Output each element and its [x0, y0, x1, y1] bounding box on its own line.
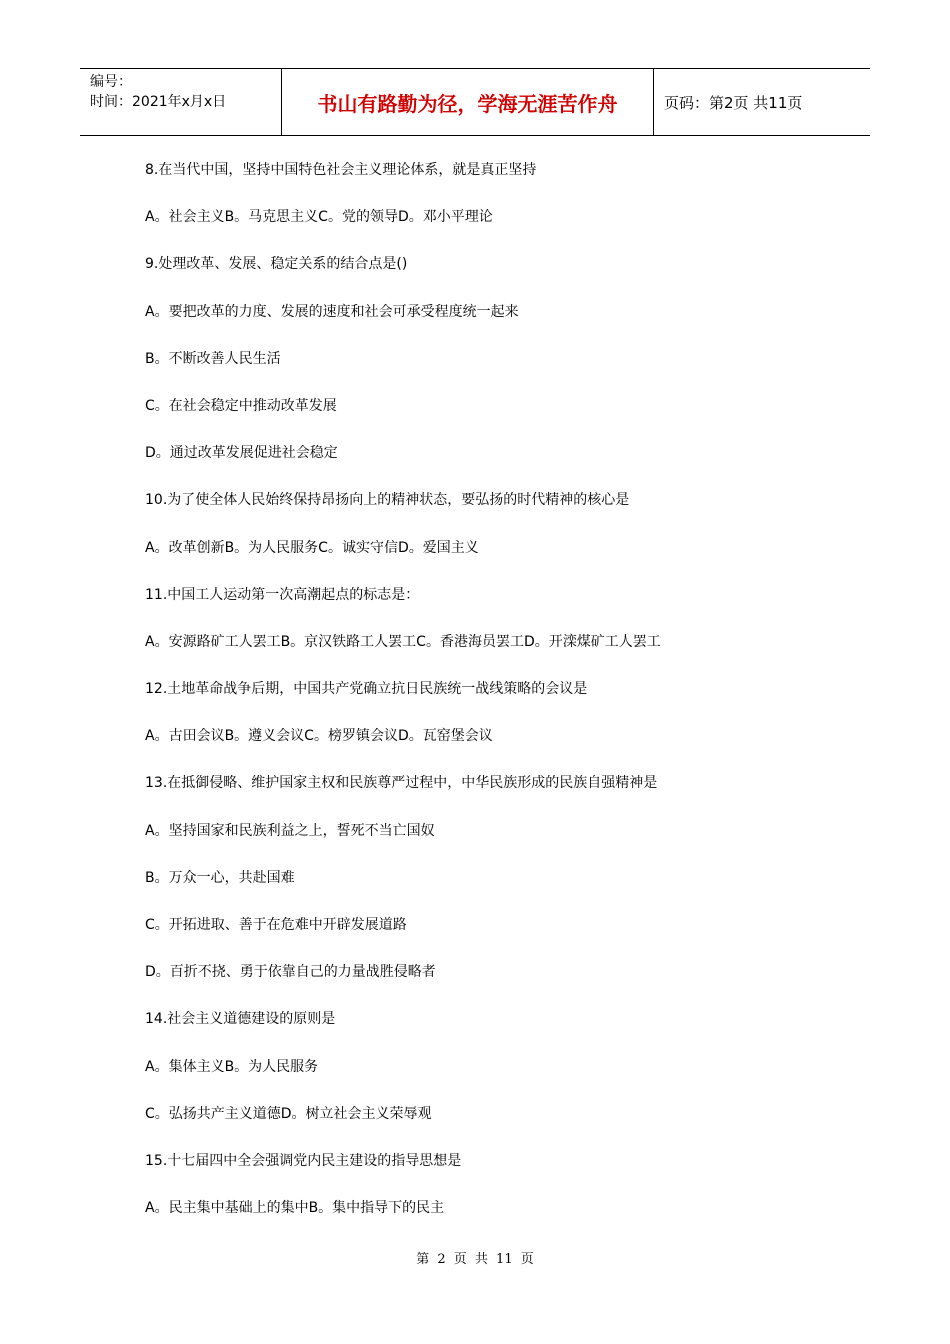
text-line: A。安源路矿工人罢工B。京汉铁路工人罢工C。香港海员罢工D。开滦煤矿工人罢工 — [145, 633, 661, 650]
header-meta — [80, 69, 282, 135]
text-line: D。通过改革发展促进社会稳定 — [145, 445, 338, 462]
text-line: 13.在抵御侵略、维护国家主权和民族尊严过程中，中华民族形成的民族自强精神是 — [145, 775, 658, 792]
text-line: A。要把改革的力度、发展的速度和社会可承受程度统一起来 — [145, 303, 519, 320]
document-body — [145, 160, 865, 1245]
code-label: 编号： — [90, 74, 132, 90]
text-line: D。百折不挠、勇于依靠自己的力量战胜侵略者 — [145, 964, 436, 981]
page-header — [80, 68, 870, 136]
header-motto: 书山有路勤为径，学海无涯苦作舟 — [282, 69, 654, 135]
page-footer: 第 2 页 共 11 页 — [416, 1252, 534, 1267]
text-line: A。社会主义B。马克思主义C。党的领导D。邓小平理论 — [145, 209, 493, 226]
text-line: 12.土地革命战争后期，中国共产党确立抗日民族统一战线策略的会议是 — [145, 681, 588, 698]
time-label: 时间：2021年x月x日 — [90, 94, 227, 110]
header-page-label: 页码：第2页 共11页 — [664, 93, 803, 112]
text-line: 10.为了使全体人民始终保持昂扬向上的精神状态，要弘扬的时代精神的核心是 — [145, 492, 630, 509]
text-line: C。开拓进取、善于在危难中开辟发展道路 — [145, 917, 407, 933]
text-line: 9.处理改革、发展、稳定关系的结合点是() — [145, 256, 408, 273]
text-line: B。不断改善人民生活 — [145, 350, 281, 367]
text-line: 11.中国工人运动第一次高潮起点的标志是： — [145, 586, 420, 603]
text-line: A。古田会议B。遵义会议C。榜罗镇会议D。瓦窑堡会议 — [145, 728, 493, 745]
text-line: A。坚持国家和民族利益之上，誓死不当亡国奴 — [145, 822, 435, 839]
text-line: 8.在当代中国，坚持中国特色社会主义理论体系，就是真正坚持 — [145, 162, 537, 178]
text-line: B。万众一心，共赴国难 — [145, 869, 295, 886]
text-line: C。弘扬共产主义道德D。树立社会主义荣辱观 — [145, 1105, 432, 1122]
text-line: 14.社会主义道德建设的原则是 — [145, 1011, 336, 1028]
text-line: A。集体主义B。为人民服务 — [145, 1058, 319, 1075]
text-line: A。改革创新B。为人民服务C。诚实守信D。爱国主义 — [145, 539, 479, 556]
text-line: C。在社会稳定中推动改革发展 — [145, 397, 337, 414]
text-line: A。民主集中基础上的集中B。集中指导下的民主 — [145, 1200, 445, 1217]
text-line: 15.十七届四中全会强调党内民主建设的指导思想是 — [145, 1152, 462, 1169]
